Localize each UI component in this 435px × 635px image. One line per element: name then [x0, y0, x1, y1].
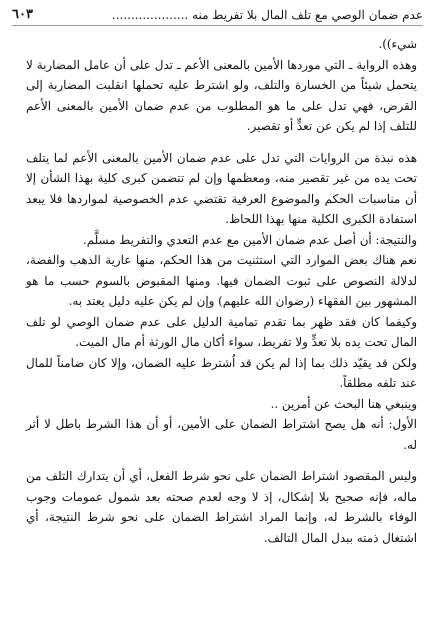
- page-number: ٦٠٣: [12, 7, 33, 22]
- paragraph: وينبغي هنا البحث عن أمرين ..: [270, 396, 417, 411]
- running-header: [12, 4, 423, 26]
- paragraph: وكيفما كان فقد ظهر بما تقدم تمامية الدليل على عدم ضمان الوصي لو تلف المال تحت يده بلا تعدٍّ ولا تفريط، سواء أكان مال الورثة أم مال الميت.: [26, 314, 417, 349]
- body-text: [26, 34, 417, 627]
- paragraph: نعم هناك بعض الموارد التي استثنيت من هذا الحكم، منها عارية الذهب والفضة، لدلالة النصوص على ثبوت الضمان فيها. ومنها المقبوض بالسوم حسب ما هو المشهور بين الفقهاء (رضوان الله عليهم) وإن لم يكن عليه دليل يعتد به.: [26, 253, 417, 308]
- paragraph: وليس المقصود اشتراط الضمان على نحو شرط الفعل، أي أن يتدارك التلف من ماله، فإنه صحيح بلا إشكال، إذ لا وجه لعدم صحته بعد شمول عمومات وجوب الوفاء بالشرط له، وإنما المراد اشتراط الضمان على نحو شرط النتيجة، أي اشتغال ذمته ببدل المال التالف.: [26, 469, 417, 545]
- paragraph: شيء)).: [378, 37, 417, 51]
- paragraph: ولكن قد يقيّد ذلك بما إذا لم يكن قد اُشترط عليه الضمان، وإلا كان ضامناً للمال عند تلفه مطلقاً.: [26, 355, 417, 390]
- paragraph: الأول: أنه هل يصح اشتراط الضمان على الأمين، أو أن هذا الشرط باطل لا أثر له.: [26, 417, 417, 452]
- header-title: عدم ضمان الوصي مع تلف المال بلا تفريط منه ....................: [111, 7, 423, 22]
- paragraph: وهذه الرواية ـ التي موردها الأمين بالمعنى الأعم ـ تدل على أن عامل المضاربة لا يتحمل شيئاً من الخسارة والتلف، ولو اشترط عليه تحملها انقلبت المضاربة إلى القرض، فهي تدل على ما هو المطلوب من عدم ضمان الأمين بالمعنى الأعم للتلف إذا لم يكن عن تعدٍّ أو تقصير.: [26, 57, 417, 133]
- paragraph: والنتيجة: أن أصل عدم ضمان الأمين مع عدم التعدي والتفريط مسلَّم.: [82, 232, 417, 247]
- paragraph: هذه نبذة من الروايات التي تدل على عدم ضمان الأمين بالمعنى الأعم لما يتلف تحت يده من غير تقصير منه، ومعظمها وإن لم تتضمن كبرى كلية بهذا الشأن إلا أن مناسبات الحكم والموضوع العرفية تقتضي عدم الخصوصية لمواردها فلا يبعد استفادة الكبرى الكلية منها بهذا اللحاظ.: [26, 150, 417, 226]
